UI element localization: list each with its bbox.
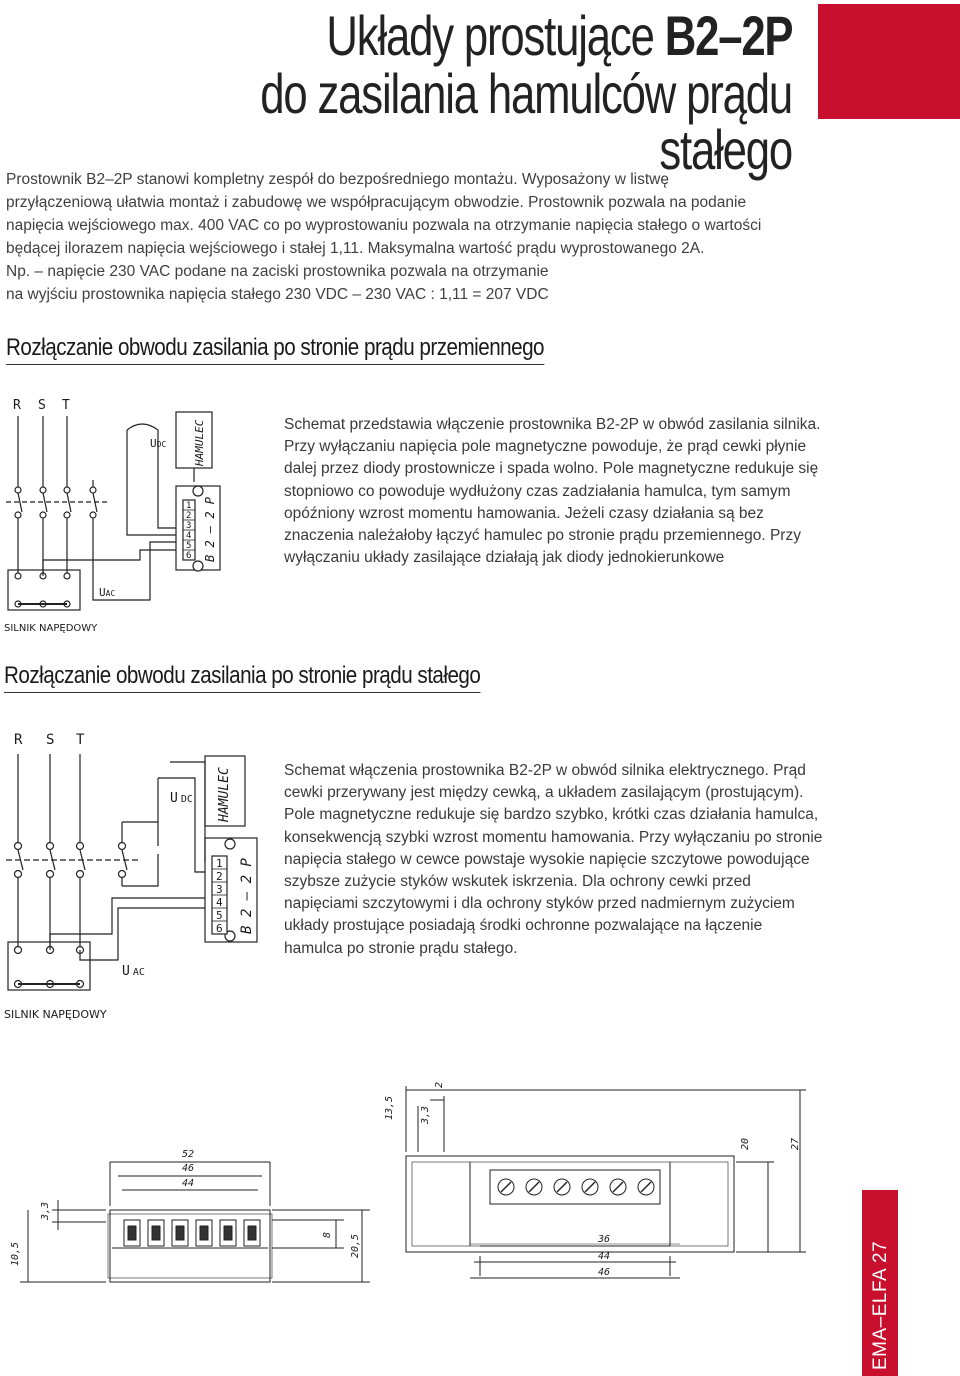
motor-label: SILNIK NAPĘDOWY: [4, 623, 98, 634]
dim-label: 8: [322, 1231, 333, 1238]
motor-label: SILNIK NAPĘDOWY: [4, 1008, 107, 1021]
terminal-label: 5: [216, 909, 223, 922]
dim-label: 3,3: [420, 1105, 431, 1124]
wiring-diagram-dc: [0, 722, 280, 1032]
header-accent-block: [818, 4, 960, 119]
terminal-label: 1: [186, 501, 192, 511]
terminal-label: 1: [216, 857, 223, 870]
dim-label: 44: [598, 1251, 611, 1262]
terminal-label: 3: [186, 521, 192, 531]
section-heading-dc: Rozłączanie obwodu zasilania po stronie prądu stałego: [4, 662, 480, 693]
intro-line: przyłączeniową ułatwia montaż i zabudowę we współpracującym obwodzie. Prostownik pozwala na podanie: [6, 194, 747, 211]
page-marker-tab: [862, 1190, 898, 1376]
dim-label: 46: [182, 1163, 195, 1174]
terminal-label: 4: [186, 531, 192, 541]
intro-line: Prostownik B2–2P stanowi kompletny zespół do bezpośredniego montażu. Wyposażony w listwę: [6, 171, 669, 188]
terminal-label: 5: [186, 541, 192, 551]
intro-line: będącej ilorazem napięcia wejściowego i stałej 1,11. Maksymalna wartość prądu wyprostowanego 2A.: [6, 240, 705, 257]
page-title-line2: do zasilania hamulców prądu stałego: [260, 62, 792, 181]
page-title-line1: Układy prostujące B2–2P: [326, 4, 792, 67]
dim-label: 10,5: [10, 1241, 21, 1266]
brake-label: HAMULEC: [193, 419, 206, 466]
terminal-label: 2: [216, 870, 223, 883]
terminal-label: 2: [186, 511, 192, 521]
phase-s-label: S: [46, 732, 55, 748]
intro-line: napięcia wejściowego max. 400 VAC co po wyprostowaniu pozwala na otrzymanie napięcia stałego o wartości: [6, 217, 762, 234]
wiring-diagram-ac: [0, 390, 270, 640]
phase-t-label: T: [76, 732, 85, 748]
terminal-label: 6: [186, 551, 192, 561]
section-ac-description: Schemat przedstawia włączenie prostownika B2-2P w obwód zasilania silnika. Przy wyłączaniu napięcia pole magnetyczne powoduje, że prąd cewki płynie dalej przez diody prostownicze i spada wolno. Pole magnetyczne redukuje się stopniowo co powoduje wydłużony czas zadziałania hamulca, tym samym opóźniony wzrost momentu hamowania. Jeżeli czasy działania są bez znaczenia należałoby łączyć hamulec po stronie prądu przemiennego. Przy wyłączaniu układy zasilające działają jak diody jednokierunkowe: [284, 416, 821, 567]
dimension-drawing-front: [0, 1140, 380, 1350]
rectifier-label: B 2 – 2 P: [203, 496, 217, 562]
terminal-label: 3: [216, 883, 223, 896]
phase-t-label: T: [62, 398, 70, 413]
dim-label: 3,3: [40, 1201, 51, 1220]
dim-label: 20,5: [350, 1233, 361, 1258]
dim-label: 46: [598, 1267, 611, 1278]
terminal-label: 4: [216, 896, 223, 909]
page-marker-text: EMA–ELFA 27: [870, 1240, 891, 1370]
dim-label: 13,5: [384, 1095, 395, 1120]
udc-label: U DC: [170, 791, 193, 806]
dimension-drawing-top: [370, 1066, 810, 1296]
phase-r-label: R: [13, 398, 21, 413]
rectifier-label: B 2 – 2 P: [239, 858, 255, 934]
dim-label: 52: [182, 1149, 195, 1160]
dim-label: 20: [740, 1137, 751, 1150]
phase-r-label: R: [14, 732, 23, 748]
dim-label: 2: [434, 1081, 445, 1088]
intro-text: [6, 168, 826, 306]
section-heading-ac: Rozłączanie obwodu zasilania po stronie prądu przemiennego: [6, 334, 544, 365]
dim-label: 36: [598, 1234, 611, 1245]
dim-label: 27: [790, 1137, 801, 1150]
section-dc-description: Schemat włączenia prostownika B2-2P w obwód silnika elektrycznego. Prąd cewki przerywany jest między cewką, a układem zasilającym (prostującym). Pole magnetyczne redukuje się bardzo szybko, krótki czas działania hamulca, konsekwencją szybki wzrost momentu hamowania. Przy wyłączaniu po stronie napięcia stałego w cewce powstaje wysokie napięcie szczytowe powodujące szybsze zużycie styków wskutek iskrzenia. Dla ochrony cewki przed napięciami szczytowymi i dla ochrony styków przed nadmiernym zużyciem układy prostujące posiadają środki ochronne pozwalające na łączenie hamulca po stronie prądu stałego.: [284, 762, 823, 957]
intro-line: na wyjściu prostownika napięcia stałego 230 VDC – 230 VAC : 1,11 = 207 VDC: [6, 286, 549, 303]
udc-label: UDC: [150, 437, 167, 450]
uac-label: UAC: [99, 586, 116, 599]
brake-label: HAMULEC: [217, 767, 232, 822]
terminal-label: 6: [216, 922, 223, 935]
phase-s-label: S: [38, 398, 46, 413]
uac-label: U AC: [122, 964, 145, 979]
intro-line: Np. – napięcie 230 VAC podane na zaciski prostownika pozwala na otrzymanie: [6, 263, 549, 280]
dim-label: 44: [182, 1178, 195, 1189]
